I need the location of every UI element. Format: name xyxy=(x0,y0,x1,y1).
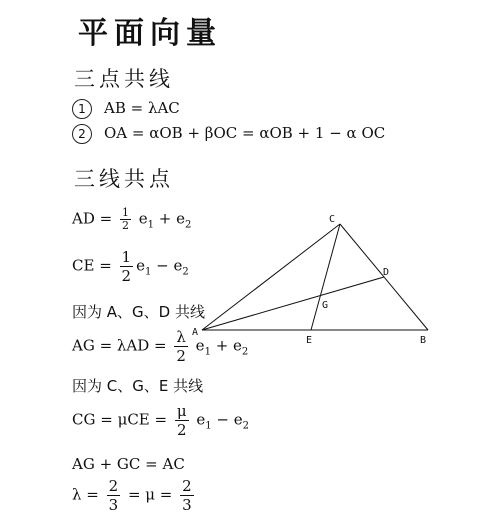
label-d: D xyxy=(383,267,390,278)
formula-term: + e xyxy=(154,209,185,228)
fraction-denominator: 3 xyxy=(108,496,119,514)
formula-sum: AG + GC = AC xyxy=(72,455,185,473)
formula-text: OA = αOB + βOC = αOB + 1 − α OC xyxy=(104,124,386,142)
subscript: 1 xyxy=(204,346,211,358)
fraction-numerator: 1 xyxy=(121,206,129,219)
circled-number-2: 2 xyxy=(72,124,92,144)
fraction-numerator: μ xyxy=(176,402,187,420)
label-a: A xyxy=(192,327,199,338)
subscript: 1 xyxy=(147,219,154,231)
edge-ac xyxy=(202,224,340,330)
section-heading-concurrent: 三线共点 xyxy=(74,167,174,191)
formula-text: AB = λAC xyxy=(104,99,180,117)
formula-term: e xyxy=(133,209,148,228)
circled-number-1: 1 xyxy=(72,99,92,119)
fraction-denominator: 3 xyxy=(182,496,192,514)
formula-term: = μ = xyxy=(123,485,178,504)
fraction-denominator: 2 xyxy=(176,421,187,439)
label-e: E xyxy=(306,335,313,346)
page-title: 平面向量 xyxy=(78,16,222,51)
subscript: 2 xyxy=(242,420,249,432)
formula-lhs: AG = λAD = xyxy=(72,336,172,355)
fraction-numerator: 1 xyxy=(121,248,132,266)
fraction-numerator: 2 xyxy=(182,477,192,495)
note-agd-collinear: 因为 A、G、D 共线 xyxy=(72,303,205,321)
subscript: 2 xyxy=(182,266,189,278)
subscript: 2 xyxy=(184,219,192,231)
subscript: 2 xyxy=(241,346,249,358)
formula-term: + e xyxy=(210,336,242,355)
fraction-denominator: 2 xyxy=(121,267,132,285)
median-ce xyxy=(311,224,340,330)
note-cge-collinear: 因为 C、G、E 共线 xyxy=(72,377,204,395)
fraction-denominator: 2 xyxy=(176,347,186,365)
label-b: B xyxy=(420,335,427,346)
subscript: 1 xyxy=(144,266,152,278)
formula-lhs: λ = xyxy=(72,485,104,504)
formula-lhs: CE = xyxy=(72,256,117,275)
formula-term: e xyxy=(136,256,145,275)
fraction-denominator: 2 xyxy=(121,219,129,232)
fraction-numerator: 2 xyxy=(108,477,119,495)
label-c: C xyxy=(329,214,336,225)
formula-term: e xyxy=(190,336,205,355)
subscript: 1 xyxy=(205,420,212,432)
median-ad xyxy=(202,277,384,330)
formula-lhs: CG = μCE = xyxy=(72,410,172,429)
fraction-numerator: λ xyxy=(176,328,186,346)
label-g: G xyxy=(322,300,329,311)
formula-term: − e xyxy=(211,410,243,429)
formula-lhs: AD = xyxy=(72,209,117,228)
section-heading-collinear: 三点共线 xyxy=(74,67,174,91)
formula-term: − e xyxy=(151,256,183,275)
formula-term: e xyxy=(191,410,206,429)
